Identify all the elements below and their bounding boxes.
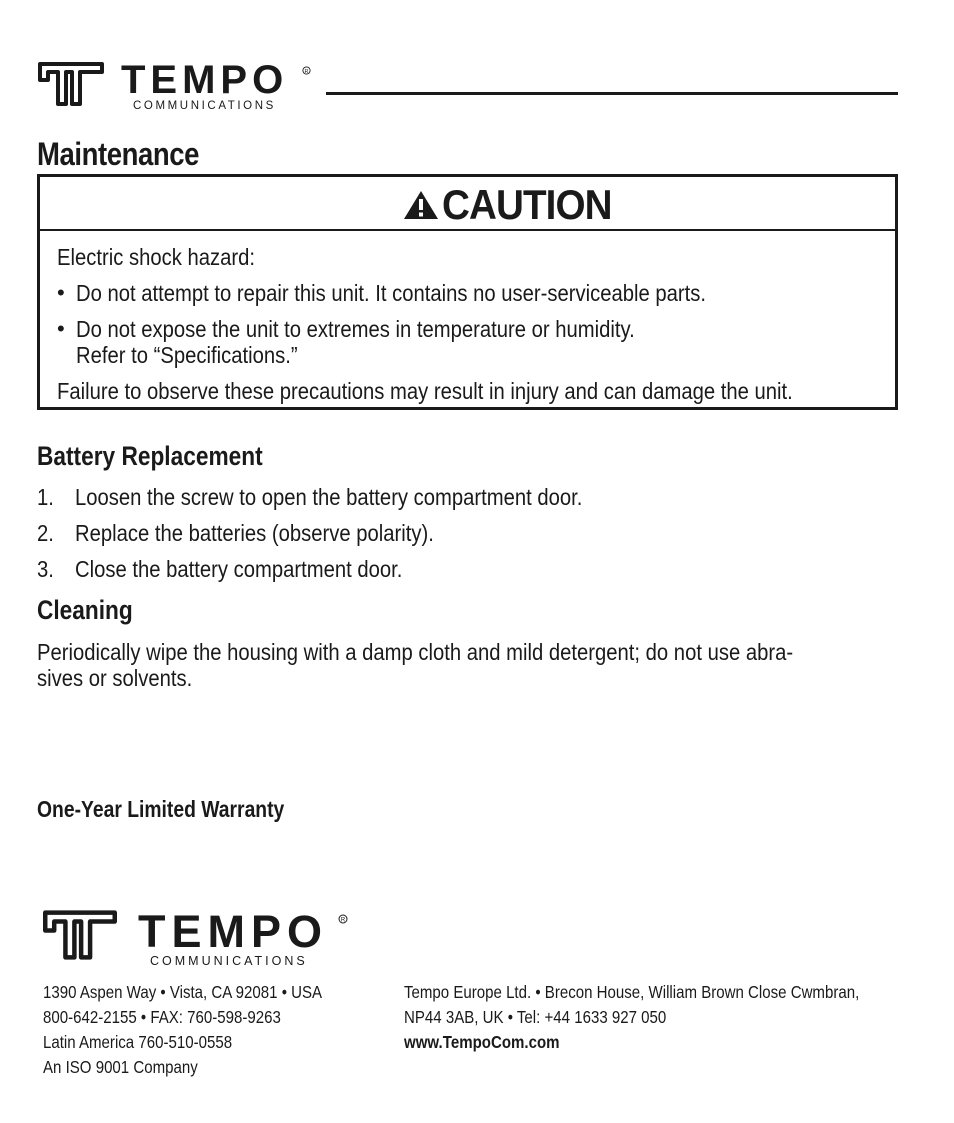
caution-bullet-1: Do not attempt to repair this unit. It contains no user-serviceable parts. [76,280,707,306]
website-link[interactable]: www.TempoCom.com [404,1032,560,1052]
cleaning-heading: Cleaning [37,595,133,625]
caution-bullet-2-cont: Refer to “Specifications.” [76,342,298,368]
caution-box [37,174,898,410]
cleaning-text-line-2: sives or solvents. [37,665,193,691]
svg-text:R: R [304,68,309,75]
step-number: 3. [37,556,54,582]
bullet-dot: • [57,316,65,341]
warning-triangle-icon [402,189,440,221]
caution-bullet-2: Do not expose the unit to extremes in temperature or humidity. [76,316,635,342]
caution-intro: Electric shock hazard: [57,244,255,270]
caution-header [40,177,895,231]
warranty-heading: One-Year Limited Warranty [37,796,285,822]
eu-address-line: NP44 3AB, UK • Tel: +44 1633 927 050 [404,1007,667,1027]
header-rule [326,92,898,95]
footer-brand-sub: COMMUNICATIONS [150,954,308,968]
header-brand-name: TEMPO [121,58,289,102]
footer-brand-name: TEMPO [138,906,329,957]
tempo-logo-mark-icon [43,908,117,962]
page-title: Maintenance [37,136,199,172]
us-address-line: Latin America 760-510-0558 [43,1032,233,1052]
tempo-logo-mark-icon [38,60,104,108]
cleaning-text-line-1: Periodically wipe the housing with a damp cloth and mild detergent; do not use abra- [37,639,794,665]
caution-footer: Failure to observe these precautions may result in injury and can damage the unit. [57,378,793,404]
us-address-line: 800-642-2155 • FAX: 760-598-9263 [43,1007,281,1027]
us-address-line: An ISO 9001 Company [43,1057,198,1077]
header-brand-sub: COMMUNICATIONS [133,100,276,112]
caution-title: CAUTION [402,181,626,229]
step-text: Replace the batteries (observe polarity). [75,520,434,546]
us-address-line: 1390 Aspen Way • Vista, CA 92081 • USA [43,982,323,1002]
battery-heading: Battery Replacement [37,441,263,471]
eu-address-line: Tempo Europe Ltd. • Brecon House, William Brown Close Cwmbran, [404,982,860,1002]
step-text: Loosen the screw to open the battery compartment door. [75,484,583,510]
registered-mark-icon [302,66,311,75]
step-number: 2. [37,520,54,546]
registered-mark-icon [338,914,348,924]
svg-text:R: R [340,917,346,924]
bullet-dot: • [57,280,65,305]
step-text: Close the battery compartment door. [75,556,403,582]
step-number: 1. [37,484,54,510]
